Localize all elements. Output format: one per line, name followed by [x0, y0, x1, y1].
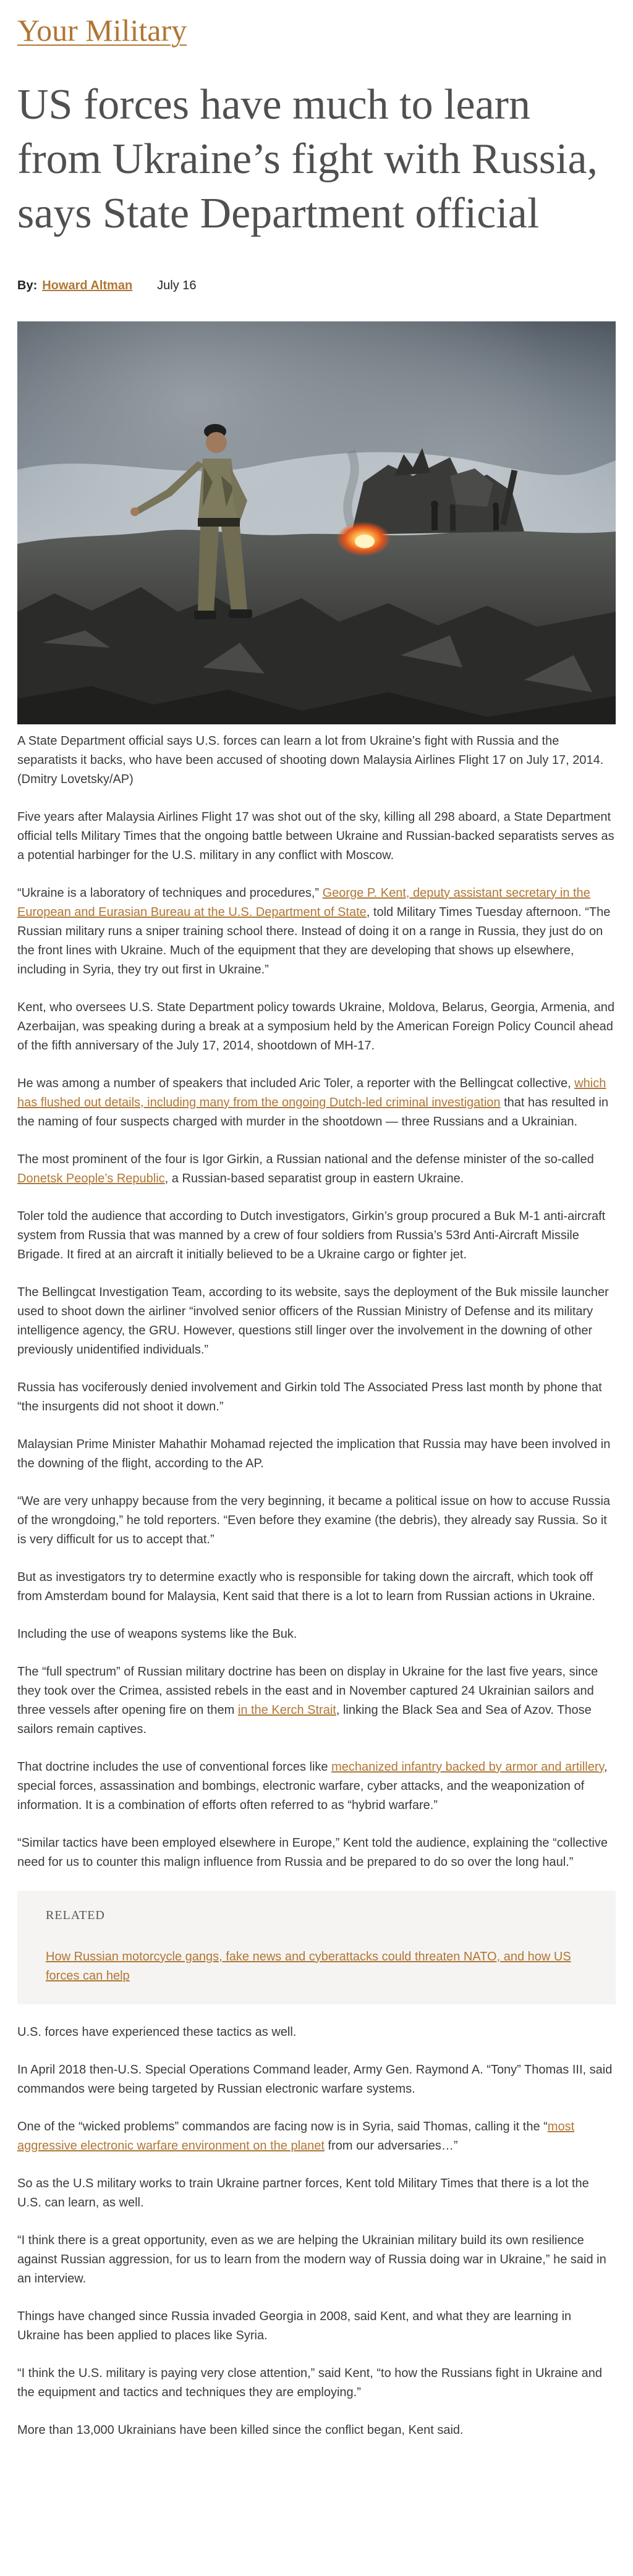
paragraph-text: That doctrine includes the use of conventional forces like	[17, 1760, 332, 1774]
donetsk-link[interactable]: Donetsk People’s Republic	[17, 1172, 165, 1185]
hero-photo	[17, 321, 616, 724]
paragraph-text: The most prominent of the four is Igor Girkin, a Russian national and the defense minister of the so-called	[17, 1153, 594, 1166]
paragraph-text: , told Military Times Tuesday afternoon. “The Russian military runs a sniper training school there. Instead of doing it on a range in Russia, they just do on the front lines with Ukraine. Much of the equipment that they are developing that shows up elsewhere, including in Syria, they try out first in Ukraine.”	[17, 905, 611, 977]
paragraph: U.S. forces have experienced these tactics as well.	[17, 2025, 297, 2039]
article-body	[17, 732, 616, 2440]
related-article-link[interactable]: How Russian motorcycle gangs, fake news and cyberattacks could threaten NATO, and how US forces can help	[46, 1950, 571, 1983]
byline	[17, 277, 616, 294]
paragraph: But as investigators try to determine exactly who is responsible for taking down the aircraft, which took off from Amsterdam bound for Malaysia, Kent said that there is a lot to learn from Russian actions in Ukraine.	[17, 1570, 595, 1603]
paragraph-text: One of the “wicked problems” commandos are facing now is in Syria, said Thomas, calling it the “	[17, 2120, 548, 2133]
mechanized-infantry-link[interactable]: mechanized infantry backed by armor and artillery	[331, 1760, 605, 1774]
paragraph: More than 13,000 Ukrainians have been killed since the conflict began, Kent said.	[17, 2423, 464, 2437]
paragraph	[17, 1150, 616, 1188]
paragraph-text: , linking the Black Sea and Sea of Azov. Those sailors remain captives.	[17, 1703, 592, 1736]
paragraph	[17, 1758, 616, 1815]
paragraph: Including the use of weapons systems like the Buk.	[17, 1627, 297, 1641]
paragraph-text: , special forces, assassination and bombings, electronic warfare, cyber attacks, and the weaponization of information. It is a combination of efforts often referred to as “hybrid warfare.”	[17, 1760, 608, 1812]
paragraph: In April 2018 then-U.S. Special Operations Command leader, Army Gen. Raymond A. “Tony” Thomas III, said commandos were being targeted by Russian electronic warfare systems.	[17, 2063, 613, 2096]
paragraph: Things have changed since Russia invaded Georgia in 2008, said Kent, and what they are learning in Ukraine has been applied to places like Syria.	[17, 2310, 572, 2342]
paragraph	[17, 1074, 616, 1132]
paragraph: Kent, who oversees U.S. State Department policy towards Ukraine, Moldova, Belarus, Georgia, Armenia, and Azerbaijan, was speaking during a break at a symposium held by the American Foreign Policy Council ahead of the fifth anniversary of the July 17, 2014, shootdown of MH-17.	[17, 1001, 615, 1053]
paragraph: “Similar tactics have been employed elsewhere in Europe,” Kent told the audience, explaining the “collective need for us to counter this malign influence from Russia and be prepared to do so over the long haul.”	[17, 1836, 608, 1869]
paragraph: Toler told the audience that according to Dutch investigators, Girkin’s group procured a Buk M-1 anti-aircraft system from Russia that was manned by a crew of four soldiers from Russia’s 53rd Anti-Aircraft Missile Brigade. It fired at an aircraft it initially believed to be a Ukraine cargo or fighter jet.	[17, 1210, 606, 1261]
kerch-strait-link[interactable]: in the Kerch Strait	[237, 1703, 336, 1717]
related-label: RELATED	[46, 1909, 105, 1922]
section-link[interactable]: Your Military	[17, 13, 187, 48]
publish-date: July 16	[157, 279, 197, 292]
paragraph-text: , a Russian-based separatist group in eastern Ukraine.	[164, 1172, 464, 1185]
bellingcat-investigation-link[interactable]: which has flushed out details, including many from the ongoing Dutch-led criminal investigation	[17, 1077, 606, 1109]
byline-prefix: By:	[17, 279, 38, 292]
paragraph-text: that has resulted in the naming of four suspects charged with murder in the shootdown — three Russians and a Ukrainian.	[17, 1096, 609, 1129]
kent-link[interactable]: George P. Kent, deputy assistant secretary in the European and Eurasian Bureau at the U.S. Department of State	[17, 886, 590, 919]
paragraph: Five years after Malaysia Airlines Flight 17 was shot out of the sky, killing all 298 aboard, a State Department official tells Military Times that the ongoing battle between Ukraine and Russian-backed separatists serves as a potential harbinger for the U.S. military in any conflict with Moscow.	[17, 810, 614, 862]
paragraph: Russia has vociferously denied involvement and Girkin told The Associated Press last month by phone that “the insurgents did not shoot it down.”	[17, 1381, 602, 1413]
paragraph: “We are very unhappy because from the very beginning, it became a political issue on how to accuse Russia of the wrongdoing,” he told reporters. “Even before they examine (the debris), they already say Russia. So it is very difficult for us to accept that.”	[17, 1494, 611, 1546]
electronic-warfare-link[interactable]: most aggressive electronic warfare environment on the planet	[17, 2120, 575, 2153]
related-box	[17, 1891, 616, 2004]
paragraph	[17, 884, 616, 980]
paragraph	[17, 2117, 616, 2156]
paragraph	[17, 1663, 616, 1739]
paragraph-text: He was among a number of speakers that included Aric Toler, a reporter with the Bellingcat collective,	[17, 1077, 575, 1090]
paragraph-text: from our adversaries…”	[324, 2139, 458, 2153]
paragraph-text: The “full spectrum” of Russian military doctrine has been on display in Ukraine for the last five years, since they took over the Crimea, assisted rebels in the east and in November captured 24 Ukrainian sailors and three vessels after opening fire on them	[17, 1665, 598, 1717]
paragraph: The Bellingcat Investigation Team, according to its website, says the deployment of the Buk missile launcher used to shoot down the airliner “involved senior officers of the Russian Ministry of Defense and its military intelligence agency, the GRU. However, questions still linger over the involvement in the downing of other previously unidentified individuals.”	[17, 1286, 609, 1357]
photo-caption: A State Department official says U.S. forces can learn a lot from Ukraine’s fight with Russia and the separatists it backs, who have been accused of shooting down Malaysia Airlines Flight 17 on July 17, 2014. (Dmitry Lovetsky/AP)	[17, 734, 604, 786]
paragraph: “I think the U.S. military is paying very close attention,” said Kent, “to how the Russians fight in Ukraine and the equipment and tactics and techniques they are employing.”	[17, 2366, 602, 2399]
paragraph: So as the U.S military works to train Ukraine partner forces, Kent told Military Times that there is a lot the U.S. can learn, as well.	[17, 2177, 589, 2210]
paragraph: Malaysian Prime Minister Mahathir Mohamad rejected the implication that Russia may have been involved in the downing of the flight, according to the AP.	[17, 1438, 611, 1470]
paragraph: “I think there is a great opportunity, even as we are helping the Ukrainian military build its own resilience against Russian aggression, for us to learn from the modern way of Russia doing war in Ukraine,” he said in an interview.	[17, 2234, 606, 2286]
headline: US forces have much to learn from Ukraine’s fight with Russia, says State Department official	[17, 81, 598, 237]
author-link[interactable]: Howard Altman	[42, 279, 133, 292]
paragraph-text: “Ukraine is a laboratory of techniques and procedures,”	[17, 886, 323, 900]
